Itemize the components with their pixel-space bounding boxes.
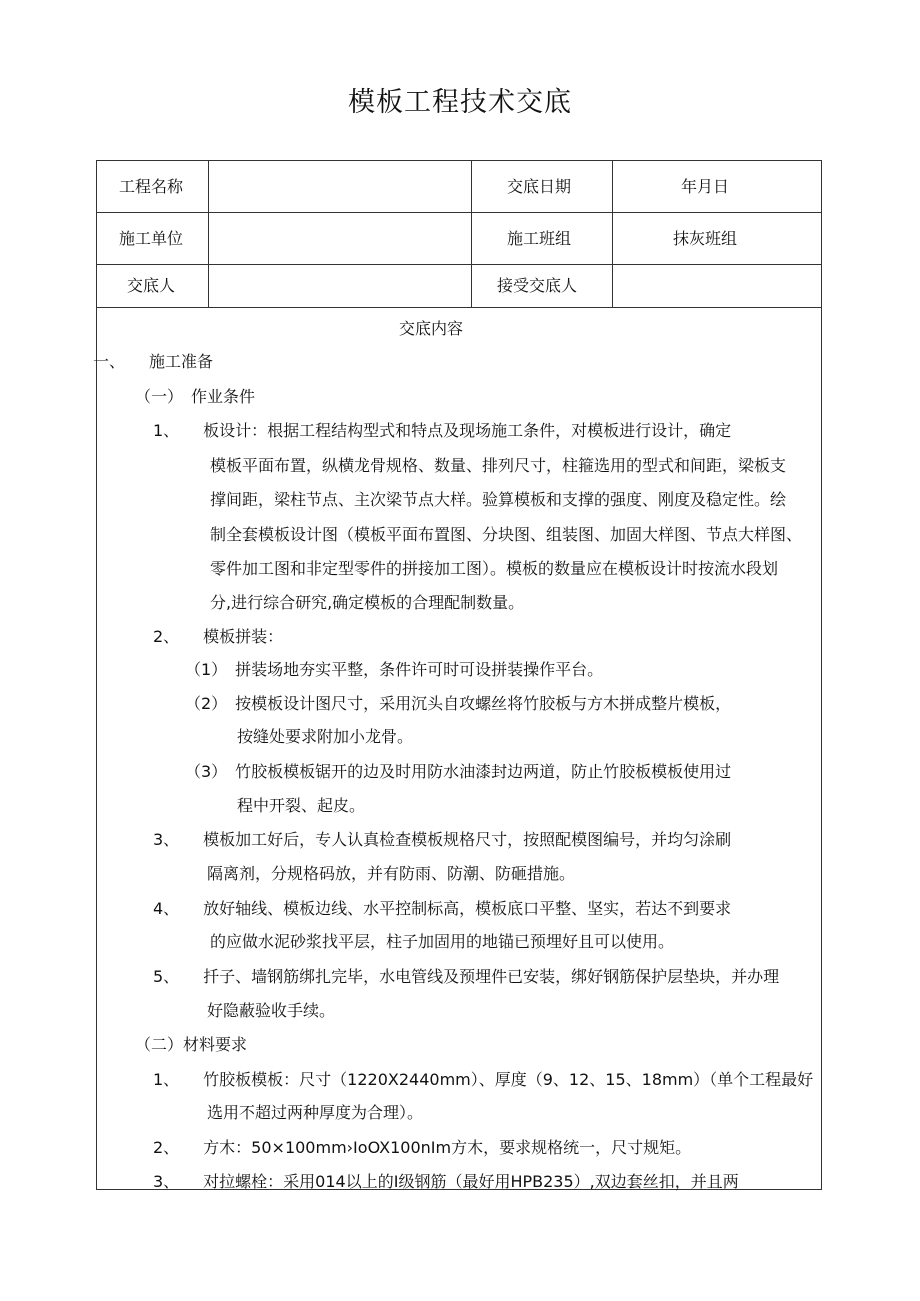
content-line: 程中开裂、起皮。 (237, 796, 366, 815)
date-value: 年月日 (681, 177, 730, 196)
row-divider (97, 307, 821, 308)
content-line: 1、 板设计：根据工程结构型式和特点及现场施工条件，对模板进行设计，确定 (153, 421, 732, 440)
content-line: （3） 竹胶板模板锯开的边及时用防水油漆封边两道，防止竹胶板模板使用过 (185, 762, 732, 781)
content-line: 制全套模板设计图（模板平面布置图、分块图、组装图、加固大样图、节点大样图、 (210, 525, 803, 544)
section-heading: 一、 施工准备 (93, 352, 214, 371)
content-line: 3、 模板加工好后，专人认真检查模板规格尺寸，按照配模图编号，并均匀涂刷 (153, 830, 732, 849)
content-line: 按缝处要求附加小龙骨。 (237, 727, 414, 746)
content-line: 分,进行综合研究,确定模板的合理配制数量。 (210, 593, 525, 612)
content-line: 好隐蔽验收手续。 (207, 1001, 336, 1020)
form-table (93, 160, 822, 1191)
content-heading: 交底内容 (399, 319, 464, 338)
content-line: 3、 对拉螺栓：采用014以上的Ⅰ级钢筋（最好用HPB235）,双边套丝扣，并且两 (153, 1172, 739, 1191)
content-line: 2、 模板拼装： (153, 627, 284, 646)
content-line: 隔离剂，分规格码放，并有防雨、防潮、防砸措施。 (207, 864, 576, 883)
content-line: 零件加工图和非定型零件的拼接加工图）。模板的数量应在模板设计时按流水段划 (210, 559, 779, 578)
content-line: 2、 方木：50×100mm›IoOX100nIm方木，要求规格统一，尺寸规矩。 (153, 1138, 692, 1157)
column-divider (471, 161, 472, 307)
date-label: 交底日期 (507, 177, 572, 196)
row-divider (97, 264, 821, 265)
project-name-label: 工程名称 (119, 177, 184, 196)
document-title: 模板工程技术交底 (348, 87, 572, 118)
content-line: 模板平面布置，纵横龙骨规格、数量、排列尺寸，柱箍选用的型式和间距，梁板支 (210, 456, 787, 475)
content-line: 5、 扦子、墙钢筋绑扎完毕，水电管线及预埋件已安装，绑好钢筋保护层垫块，并办理 (153, 967, 780, 986)
content-line: （1） 拼装场地夯实平整，条件许可时可设拼装操作平台。 (185, 660, 604, 679)
content-line: 撑间距，梁柱节点、主次梁节点大样。验算模板和支撑的强度、刚度及稳定性。绘 (210, 490, 787, 509)
content-line: 选用不超过两种厚度为合理）。 (207, 1103, 424, 1122)
content-line: （2） 按模板设计图尺寸，采用沉头自攻螺丝将竹胶板与方木拼成整片模板， (185, 694, 732, 713)
column-divider (612, 161, 613, 307)
content-line: 的应做水泥砂浆找平层，柱子加固用的地锚已预埋好且可以使用。 (210, 932, 675, 951)
receiver-label: 接受交底人 (497, 276, 578, 295)
unit-label: 施工单位 (119, 229, 184, 248)
content-line: 4、 放好轴线、模板边线、水平控制标高，模板底口平整、坚实，若达不到要求 (153, 899, 732, 918)
subsection-heading: （二）材料要求 (135, 1035, 248, 1054)
team-value: 抹灰班组 (673, 229, 738, 248)
content-line: 1、 竹胶板模板：尺寸（1220X2440mm）、厚度（9、12、15、18mm）（单个工程最好 (153, 1070, 814, 1089)
giver-label: 交底人 (127, 276, 176, 295)
column-divider (208, 161, 209, 307)
subsection-heading: （一） 作业条件 (135, 387, 256, 406)
team-label: 施工班组 (507, 229, 572, 248)
row-divider (97, 212, 821, 213)
